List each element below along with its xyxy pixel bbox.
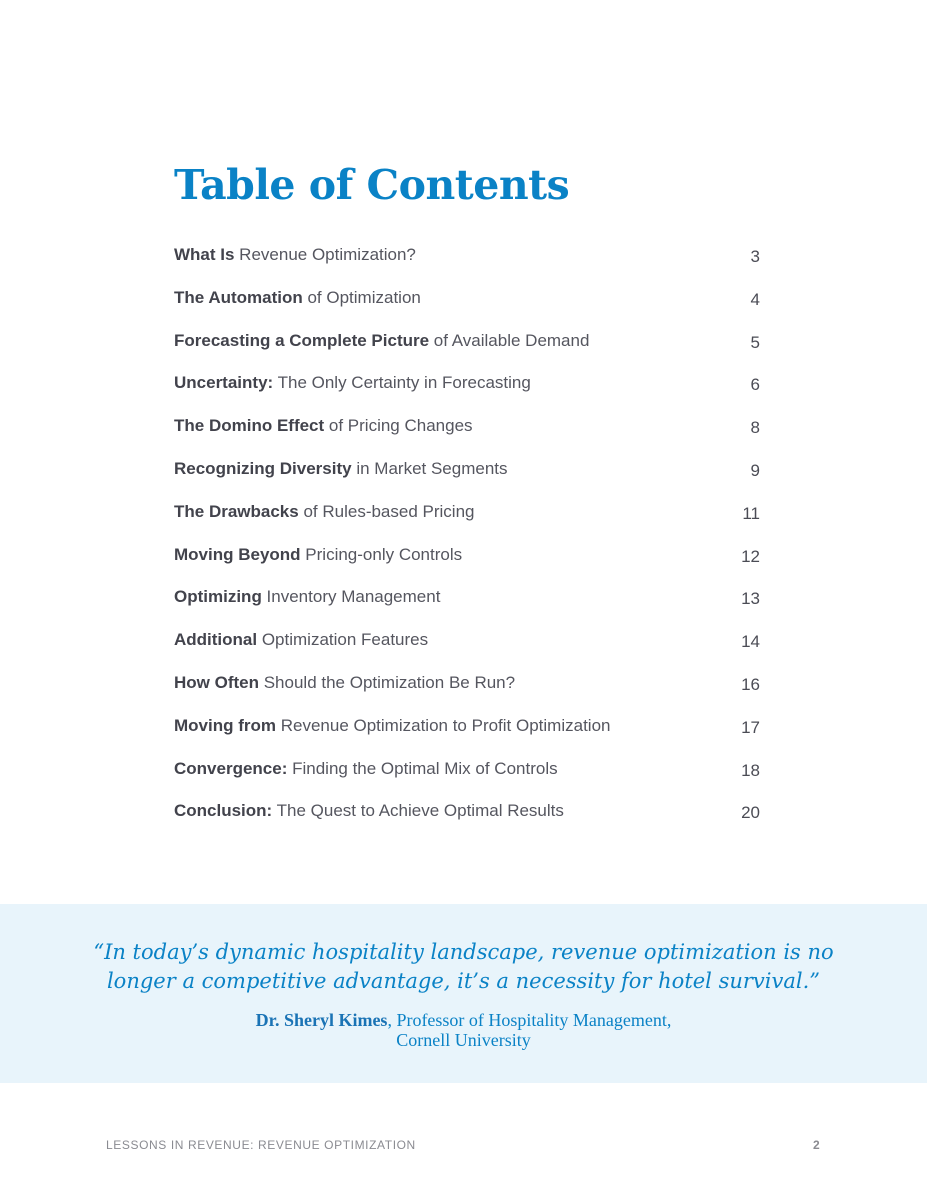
toc-entry-link[interactable] [174,283,421,313]
toc-row [174,668,762,711]
toc-entry-rest: Revenue Optimization to Profit Optimization [276,715,611,735]
toc-entry-bold: Moving from [174,715,276,735]
attribution-line [60,1010,867,1030]
toc-entry-bold: What Is [174,245,235,264]
quote-attribution [60,1010,867,1050]
toc-entry-rest: Pricing-only Controls [300,544,463,564]
toc-page-number: 8 [750,418,760,438]
toc-row [174,454,762,497]
toc-row [174,754,762,797]
toc-entry-rest: The Only Certainty in Forecasting [273,373,531,393]
quote-affiliation: Cornell University [396,1030,531,1050]
toc-row [174,240,762,283]
toc-entry-rest: in Market Segments [351,458,508,478]
toc-row [174,582,762,625]
toc-entry-link[interactable] [174,711,610,741]
toc-row [174,711,762,754]
toc-entry-bold: Moving Beyond [174,544,301,564]
toc-page-number: 14 [741,632,760,652]
toc-entry-bold: Conclusion: [174,801,273,821]
toc-entry-bold: Recognizing Diversity [174,458,352,478]
toc-row [174,368,762,411]
toc-entry-rest: Revenue Optimization? [234,245,416,264]
toc-row [174,625,762,668]
toc-entry-bold: Optimizing [174,587,262,607]
toc-entry-bold: Uncertainty: [174,373,274,393]
toc-page-number: 18 [741,760,760,780]
toc-entry-link[interactable] [174,326,589,356]
toc-entry-link[interactable] [174,625,428,655]
toc-entry-link[interactable] [174,754,558,784]
toc-entry-rest: The Quest to Achieve Optimal Results [272,801,564,821]
toc-entry-rest: of Rules-based Pricing [298,501,475,521]
toc-entry-bold: Forecasting a Complete Picture [174,330,430,350]
toc-page-number: 4 [750,289,760,309]
toc-entry-link[interactable] [174,411,473,441]
toc-entry-link[interactable] [174,368,531,398]
toc-page-number: 6 [750,375,760,395]
toc-entry-link[interactable] [174,240,416,270]
toc-row [174,283,762,326]
toc-page-number: 12 [741,546,760,566]
quote-author: Dr. Sheryl Kimes [255,1010,388,1030]
toc-row [174,326,762,369]
toc-entry-link[interactable] [174,497,475,527]
toc-page-number: 16 [741,674,760,694]
toc-page-number: 11 [742,503,760,523]
toc-entry-rest: Finding the Optimal Mix of Controls [287,758,558,778]
toc-entry-rest: Inventory Management [261,587,441,607]
toc-entry-rest: Should the Optimization Be Run? [259,672,516,692]
toc-entry-bold: The Automation [174,287,303,307]
pull-quote-text: “In today’s dynamic hospitality landscape, revenue optimization is no longer a competitive advantage, it’s a necessity for hotel survival.” [93,940,834,993]
toc-row [174,497,762,540]
footer-document-label: LESSONS IN REVENUE: REVENUE OPTIMIZATION [106,1138,416,1152]
toc-entry-link[interactable] [174,582,440,612]
toc-page-number: 17 [741,717,760,737]
toc-list [174,240,762,839]
toc-page-number: 13 [741,589,760,609]
page-title: Table of Contents [174,161,570,209]
toc-entry-link[interactable] [174,540,462,570]
toc-entry-link[interactable] [174,796,564,826]
toc-entry-bold: Convergence: [174,758,288,778]
toc-page-number: 9 [750,460,760,480]
toc-entry-rest: of Pricing Changes [324,416,473,436]
toc-page-number: 5 [750,332,760,352]
toc-entry-bold: The Domino Effect [174,416,325,436]
toc-page-number: 3 [750,247,760,266]
pull-quote-band [0,904,927,1083]
footer-page-number: 2 [813,1138,820,1152]
toc-page-number: 20 [741,803,760,823]
toc-entry-bold: The Drawbacks [174,501,299,521]
toc-entry-bold: How Often [174,672,259,692]
toc-entry-link[interactable] [174,454,508,484]
toc-entry-rest: of Available Demand [429,330,590,350]
toc-row [174,796,762,839]
toc-entry-rest: of Optimization [302,287,421,307]
toc-row [174,540,762,583]
toc-entry-rest: Optimization Features [257,630,429,650]
toc-row [174,411,762,454]
toc-entry-link[interactable] [174,668,515,698]
toc-entry-bold: Additional [174,630,258,650]
quote-author-role: , Professor of Hospitality Management, [387,1010,672,1030]
